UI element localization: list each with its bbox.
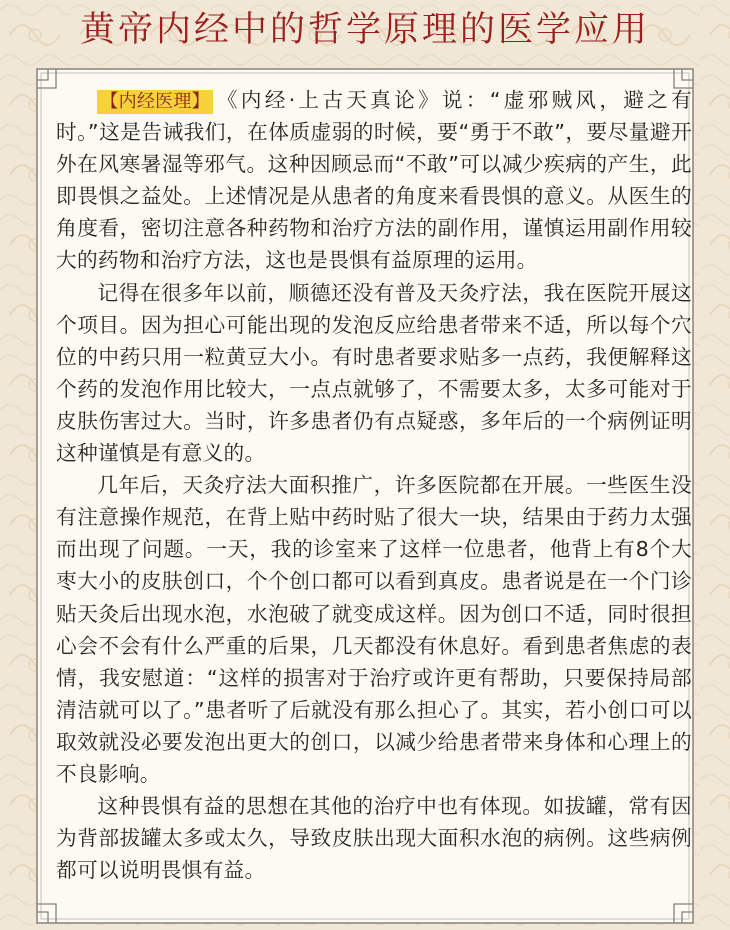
paragraph-1 (56, 84, 692, 277)
article-body (56, 84, 692, 886)
section-tag: 【内经医理】 (97, 90, 213, 114)
paragraph-2: 记得在很多年以前，顺德还没有普及天灸疗法，我在医院开展这个项目。因为担心可能出现的发泡反应给患者带来不适，所以每个穴位的中药只用一粒黄豆大小。有时患者要求贴多一点药，我便解释这个药的发泡作用比较大，一点点就够了，不需要太多，太多可能对于皮肤伤害过大。当时，许多患者仍有点疑惑，多年后的一个病例证明这种谨慎是有意义的。 (56, 280, 692, 466)
paragraph-3: 几年后，天灸疗法大面积推广，许多医院都在开展。一些医生没有注意操作规范，在背上贴中药时贴了很大一块，结果由于药力太强而出现了问题。一天，我的诊室来了这样一位患者，他背上有8个大枣大小的皮肤创口，个个创口都可以看到真皮。患者说是在一个门诊贴天灸后出现水泡，水泡破了就变成这样。因为创口不适，同时很担心会不会有什么严重的后果，几天都没有休息好。看到患者焦虑的表情，我安慰道：“这样的损害对于治疗或许更有帮助，只要保持局部清洁就可以了。”患者听了后就没有那么担心了。其实，若小创口可以取效就没必要发泡出更大的创口，以减少给患者带来身体和心理上的不良影响。 (56, 473, 692, 786)
paragraph-1-text: 《内经·上古天真论》说：“虚邪贼风，避之有时。”这是告诫我们，在体质虚弱的时候，要“勇于不敢”，要尽量避开外在风寒暑湿等邪气。这种因顾忌而“不敢”可以减少疾病的产生，此即畏惧之益处。上述情况是从患者的角度来看畏惧的意义。从医生的角度看，密切注意各种药物和治疗方法的副作用，谨慎运用副作用较大的药物和治疗方法，这也是畏惧有益原理的运用。 (56, 88, 692, 273)
page-title: 黄帝内经中的哲学原理的医学应用 (79, 10, 650, 50)
paragraph-4: 这种畏惧有益的思想在其他的治疗中也有体现。如拔罐，常有因为背部拔罐太多或太久，导致皮肤出现大面积水泡的病例。这些病例都可以说明畏惧有益。 (56, 794, 692, 883)
